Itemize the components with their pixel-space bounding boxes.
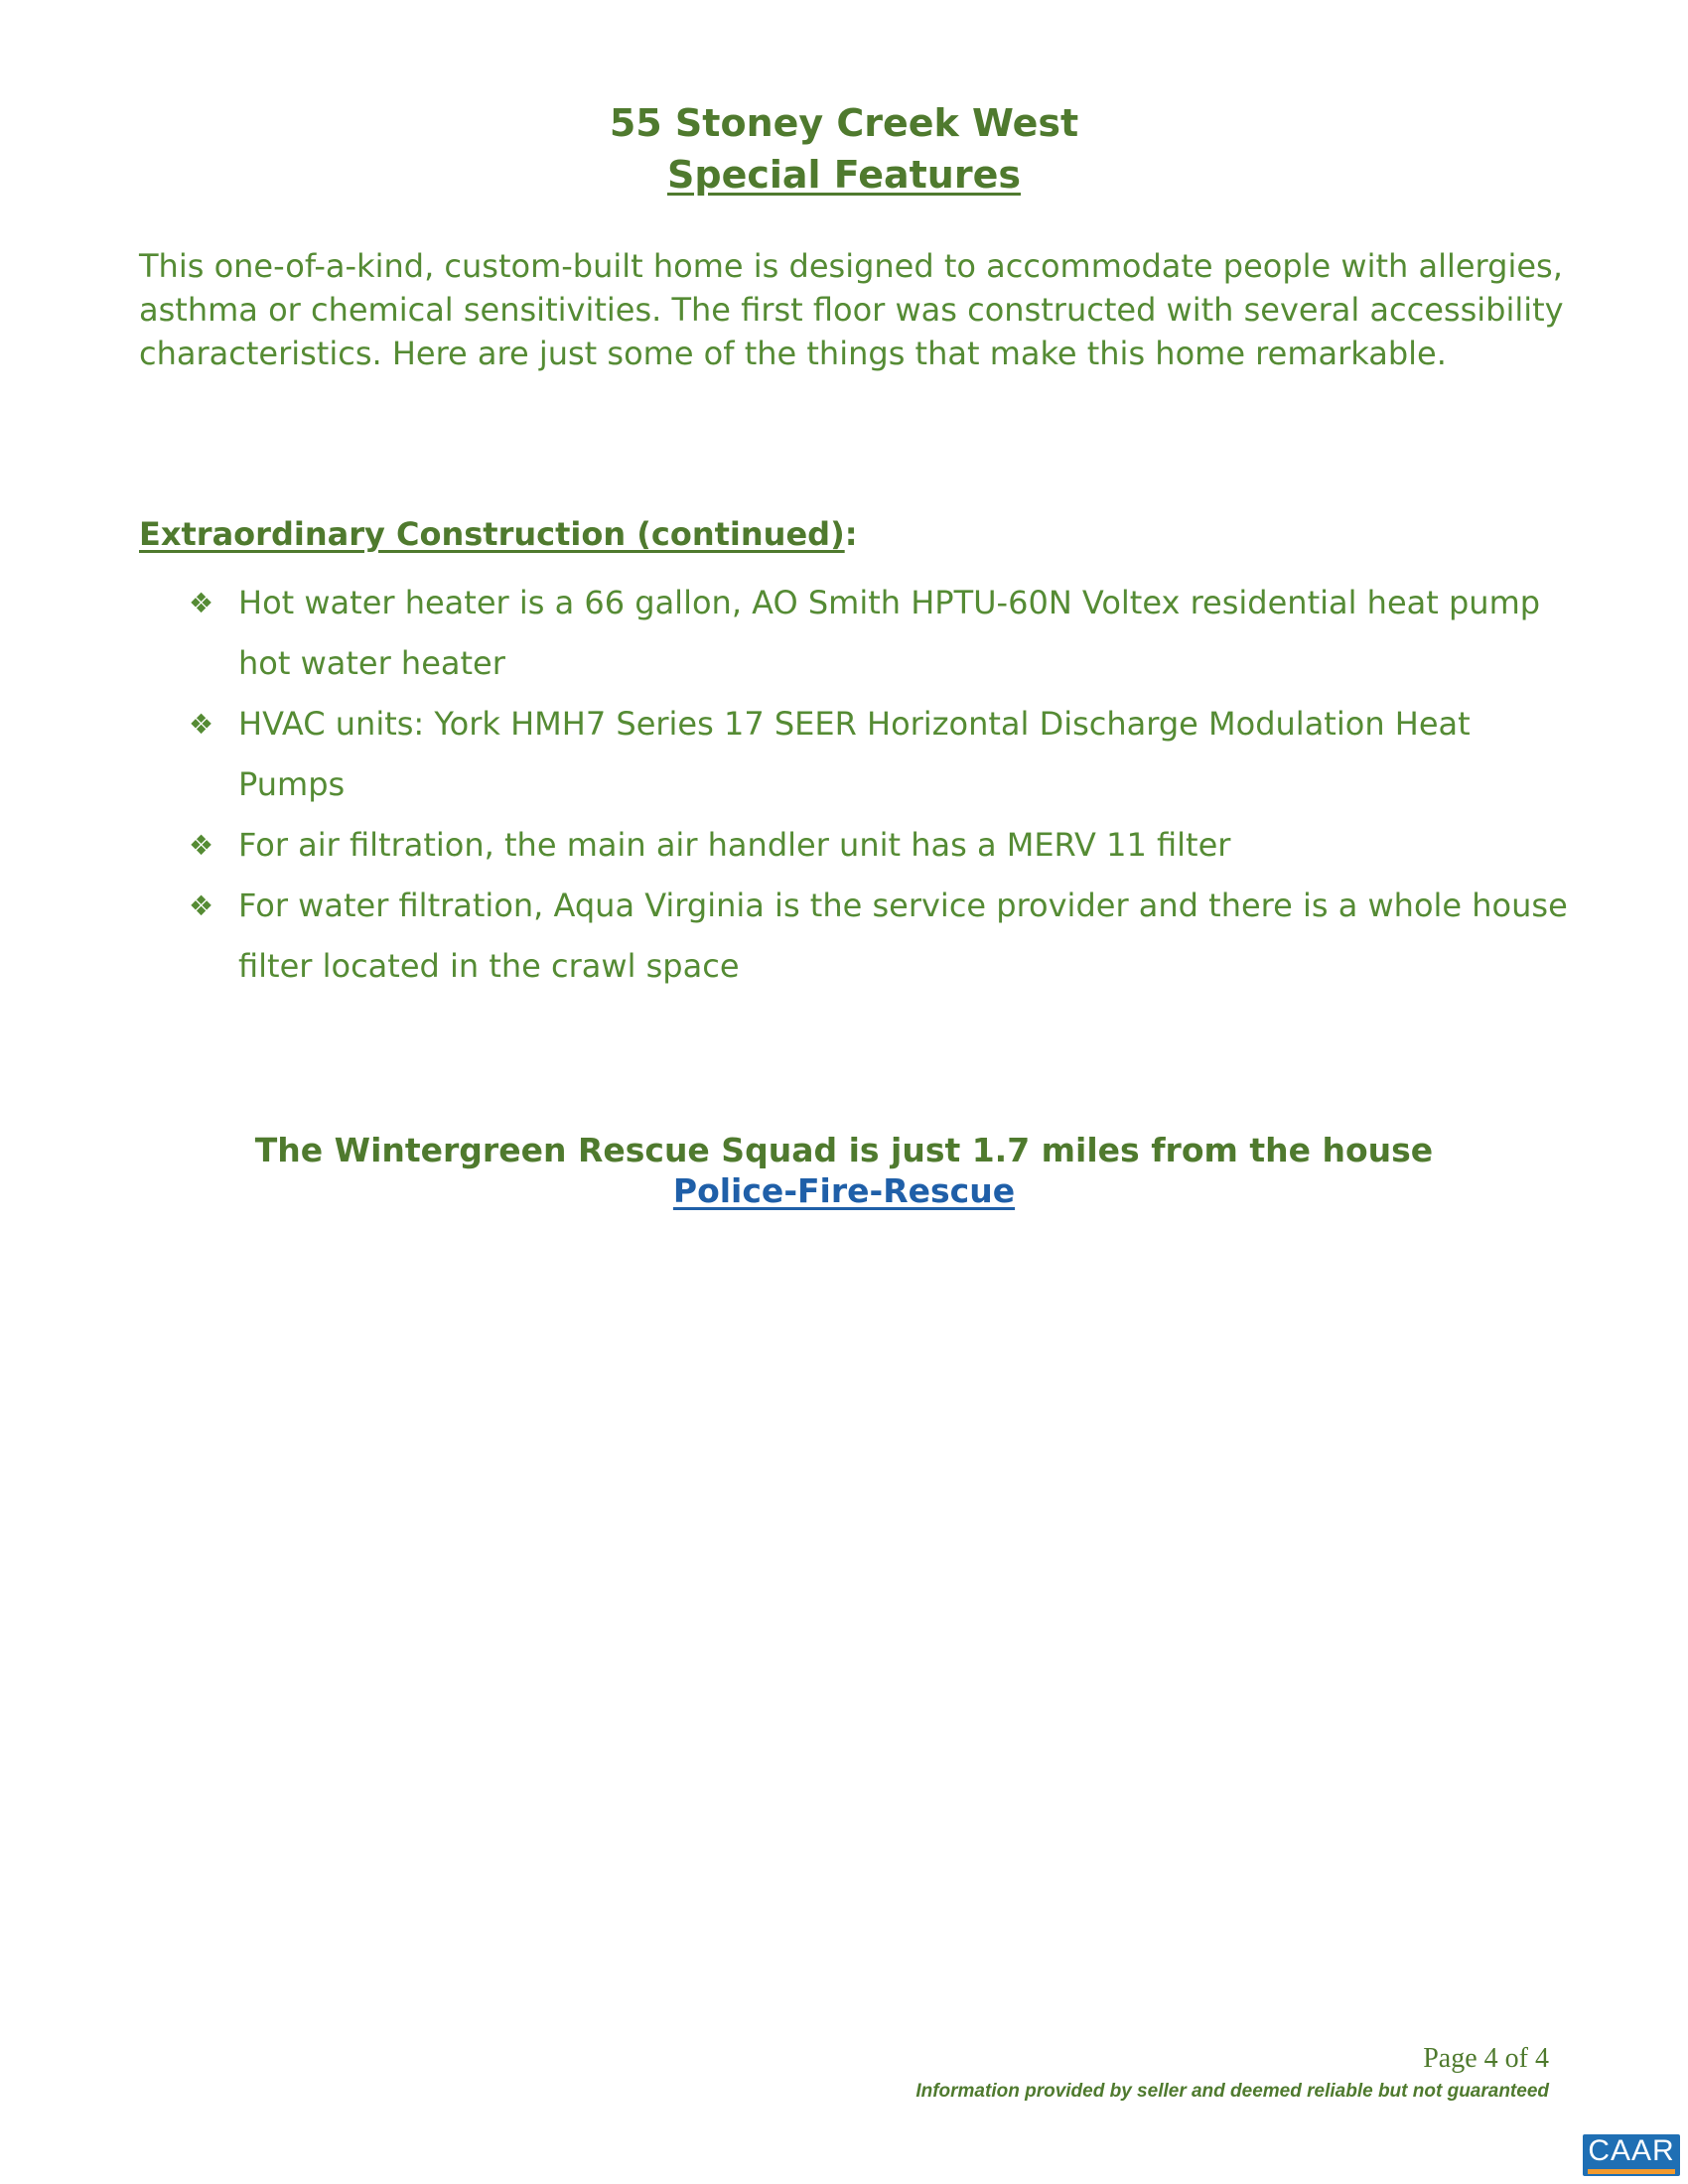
rescue-link-container xyxy=(0,1171,1688,1210)
section-heading xyxy=(139,515,857,553)
list-item-text: HVAC units: York HMH7 Series 17 SEER Horizontal Discharge Modulation Heat Pumps xyxy=(238,705,1471,803)
rescue-squad-note: The Wintergreen Rescue Squad is just 1.7 miles from the house xyxy=(254,1131,1434,1169)
section-heading-colon: : xyxy=(844,515,858,553)
bullet-icon: ❖ xyxy=(189,829,214,862)
list-item xyxy=(139,876,1569,997)
disclaimer-text: Information provided by seller and deemed reliable but not guaranteed xyxy=(915,2081,1549,2102)
list-item xyxy=(139,573,1569,694)
caar-logo-stripe xyxy=(1588,2169,1675,2174)
caar-logo-text: CAAR xyxy=(1588,2134,1675,2167)
feature-list xyxy=(139,573,1569,997)
bullet-icon: ❖ xyxy=(189,889,214,922)
list-item xyxy=(139,815,1569,876)
bullet-icon: ❖ xyxy=(189,708,214,741)
list-item-text: Hot water heater is a 66 gallon, AO Smith HPTU-60N Voltex residential heat pump hot water heater xyxy=(238,584,1541,682)
document-subtitle: Special Features xyxy=(667,153,1021,197)
list-item-text: For water filtration, Aqua Virginia is the service provider and there is a whole house filter located in the crawl space xyxy=(238,887,1568,985)
list-item xyxy=(139,694,1569,815)
document-title: 55 Stoney Creek West xyxy=(609,101,1079,145)
police-fire-rescue-link[interactable]: Police-Fire-Rescue xyxy=(672,1171,1016,1210)
section-heading-text: Extraordinary Construction (continued) xyxy=(139,515,845,553)
bullet-icon: ❖ xyxy=(189,587,214,619)
list-item-text: For air filtration, the main air handler unit has a MERV 11 filter xyxy=(238,826,1231,864)
intro-paragraph: This one-of-a-kind, custom-built home is designed to accommodate people with allergies, asthma or chemical sensitivities. The first floor was constructed with several accessibility characteristics. Here are just some of the things that make this home remarkable. xyxy=(139,247,1564,372)
page-number: Page 4 of 4 xyxy=(1423,2043,1549,2074)
caar-logo xyxy=(1583,2134,1680,2176)
